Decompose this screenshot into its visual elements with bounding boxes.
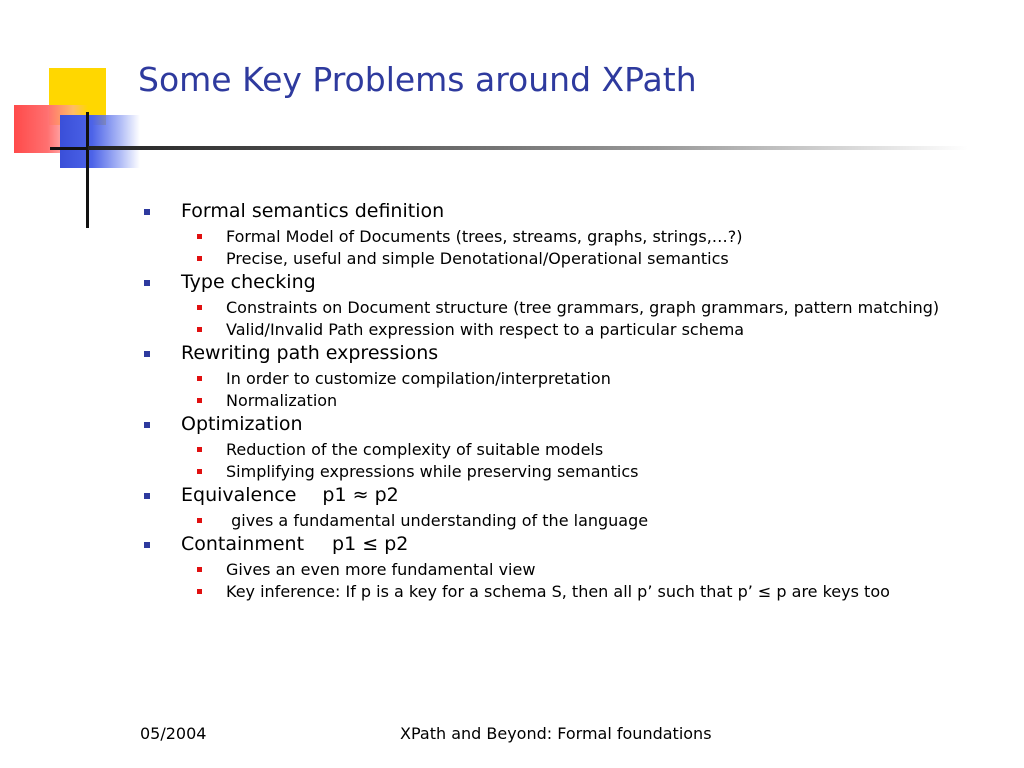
square-bullet-icon — [197, 234, 202, 239]
square-bullet-icon — [144, 280, 150, 286]
sub-bullet-item — [142, 227, 992, 246]
sub-bullet-item — [142, 249, 992, 268]
sub-bullet-text: Key inference: If p is a key for a schema S, then all p’ such that p’ ≤ p are keys too — [226, 582, 890, 601]
square-bullet-icon — [197, 589, 202, 594]
bullet-text: Formal semantics definition — [181, 200, 445, 222]
square-bullet-icon — [197, 327, 202, 332]
bullet-item — [142, 483, 992, 508]
sub-bullet-item — [142, 511, 992, 530]
sub-bullet-text: Constraints on Document structure (tree grammars, graph grammars, pattern matching) — [226, 298, 940, 317]
square-bullet-icon — [197, 256, 202, 261]
bullet-text: Type checking — [181, 271, 316, 293]
sub-bullet-text: Simplifying expressions while preserving semantics — [226, 462, 639, 481]
sub-bullet-text: Normalization — [226, 391, 338, 410]
sub-bullet-text: gives a fundamental understanding of the language — [226, 511, 649, 530]
bullet-item — [142, 412, 992, 437]
bullet-list — [142, 198, 992, 603]
square-bullet-icon — [144, 351, 150, 357]
bullet-text: Equivalence — [181, 484, 297, 506]
sub-bullet-item — [142, 391, 992, 410]
sub-bullet-text: Formal Model of Documents (trees, streams, graphs, strings,…?) — [226, 227, 743, 246]
square-bullet-icon — [144, 542, 150, 548]
square-bullet-icon — [144, 422, 150, 428]
sub-bullet-item — [142, 440, 992, 459]
footer-date: 05/2004 — [140, 724, 207, 743]
bullet-text: Rewriting path expressions — [181, 342, 439, 364]
square-bullet-icon — [197, 376, 202, 381]
square-bullet-icon — [197, 305, 202, 310]
bullet-item — [142, 270, 992, 295]
bullet-item — [142, 199, 992, 224]
square-bullet-icon — [197, 447, 202, 452]
bullet-text: Containment — [181, 533, 305, 555]
sub-bullet-item — [142, 369, 992, 388]
square-bullet-icon — [197, 398, 202, 403]
square-bullet-icon — [197, 567, 202, 572]
sub-bullet-item — [142, 560, 992, 579]
containment-formula: p1 ≤ p2 — [332, 533, 409, 555]
bullet-text: Optimization — [181, 413, 303, 435]
equivalence-formula: p1 ≈ p2 — [322, 484, 399, 506]
title-divider — [88, 146, 968, 150]
sub-bullet-text: Valid/Invalid Path expression with respect to a particular schema — [226, 320, 745, 339]
bullet-item — [142, 532, 992, 557]
bullet-item — [142, 341, 992, 366]
sub-bullet-text: Gives an even more fundamental view — [226, 560, 536, 579]
sub-bullet-item — [142, 582, 992, 601]
logo-blue-square — [60, 115, 140, 168]
square-bullet-icon — [197, 469, 202, 474]
sub-bullet-item — [142, 462, 992, 481]
decorative-logo — [0, 0, 150, 240]
footer-title: XPath and Beyond: Formal foundations — [400, 724, 712, 743]
slide-title: Some Key Problems around XPath — [138, 60, 697, 99]
sub-bullet-text: Reduction of the complexity of suitable models — [226, 440, 604, 459]
logo-vertical-line — [86, 112, 89, 228]
square-bullet-icon — [144, 493, 150, 499]
square-bullet-icon — [197, 518, 202, 523]
square-bullet-icon — [144, 209, 150, 215]
sub-bullet-text: In order to customize compilation/interpretation — [226, 369, 611, 388]
sub-bullet-item — [142, 320, 992, 339]
sub-bullet-item — [142, 298, 992, 317]
sub-bullet-text: Precise, useful and simple Denotational/Operational semantics — [226, 249, 729, 268]
